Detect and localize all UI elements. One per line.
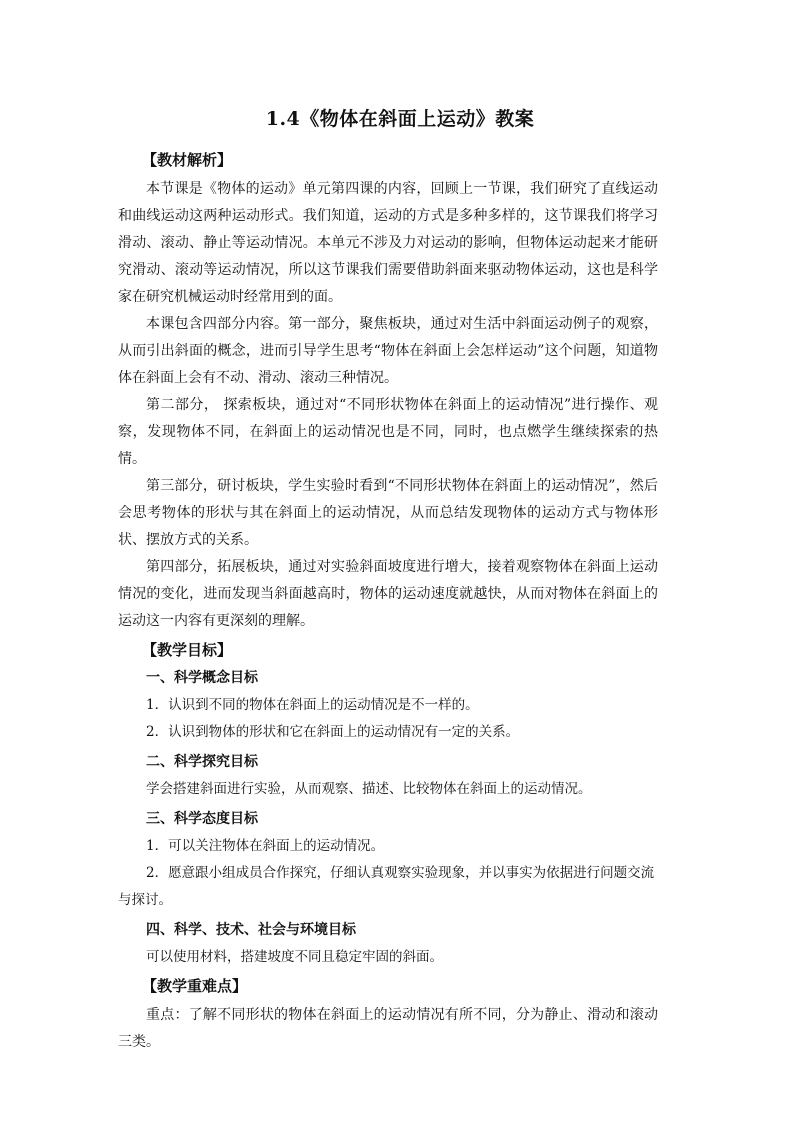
- goal-subheading: 一、科学概念目标: [146, 670, 258, 686]
- page-title: 1.4《物体在斜面上运动》教案: [265, 108, 535, 130]
- goal-subheading: 二、科学探究目标: [146, 754, 258, 770]
- paragraph: 第四部分，拓展板块，通过对实验斜面坡度进行增大，接着观察物体在斜面上运动情况的变化，进而发现当斜面越高时，物体的运动速度就越快，从而对物体在斜面上的运动这一内容有更深刻的理解。: [118, 559, 658, 629]
- goal-item: 1．认识到不同的物体在斜面上的运动情况是不一样的。: [146, 697, 479, 713]
- goal-subheading: 四、科学、技术、社会与环境目标: [146, 922, 356, 938]
- paragraph: 第二部分， 探索板块，通过对“不同形状物体在斜面上的运动情况”进行操作、观察，发现物体不同，在斜面上的运动情况也是不同，同时，也点燃学生继续探索的热情。: [118, 397, 658, 467]
- section-heading-teaching-goals: 【教学目标】: [142, 641, 233, 659]
- paragraph: 重点：了解不同形状的物体在斜面上的运动情况有所不同，分为静止、滑动和滚动三类。: [118, 1007, 658, 1050]
- section-heading-key-points: 【教学重难点】: [142, 977, 248, 995]
- goal-item: 2．愿意跟小组成员合作探究，仔细认真观察实验现象，并以事实为依据进行问题交流与探讨。: [118, 865, 655, 908]
- paragraph: 本课包含四部分内容。第一部分，聚焦板块，通过对生活中斜面运动例子的观察，从而引出斜面的概念，进而引导学生思考“物体在斜面上会怎样运动”这个问题，知道物体在斜面上会有不动、滑动、滚动三种情况。: [118, 316, 658, 386]
- goal-item: 可以使用材料，搭建坡度不同且稳定牢固的斜面。: [146, 949, 443, 965]
- goal-item: 学会搭建斜面进行实验，从而观察、描述、比较物体在斜面上的运动情况。: [146, 781, 592, 797]
- paragraph: 本节课是《物体的运动》单元第四课的内容，回顾上一节课，我们研究了直线运动和曲线运动这两种运动形式。我们知道，运动的方式是多种多样的，这节课我们将学习滑动、滚动、静止等运动情况。本单元不涉及力对运动的影响，但物体运动起来才能研究滑动、滚动等运动情况，所以这节课我们需要借助斜面来驱动物体运动，这也是科学家在研究机械运动时经常用到的面。: [118, 181, 658, 305]
- goal-subheading: 三、科学态度目标: [146, 811, 258, 827]
- goal-item: 2．认识到物体的形状和它在斜面上的运动情况有一定的关系。: [146, 724, 520, 740]
- paragraph: 第三部分，研讨板块，学生实验时看到“不同形状物体在斜面上的运动情况”，然后会思考物体的形状与其在斜面上的运动情况，从而总结发现物体的运动方式与物体形状、摆放方式的关系。: [118, 478, 658, 548]
- section-heading-textbook-analysis: 【教材解析】: [142, 151, 233, 169]
- goal-item: 1．可以关注物体在斜面上的运动情况。: [146, 838, 385, 854]
